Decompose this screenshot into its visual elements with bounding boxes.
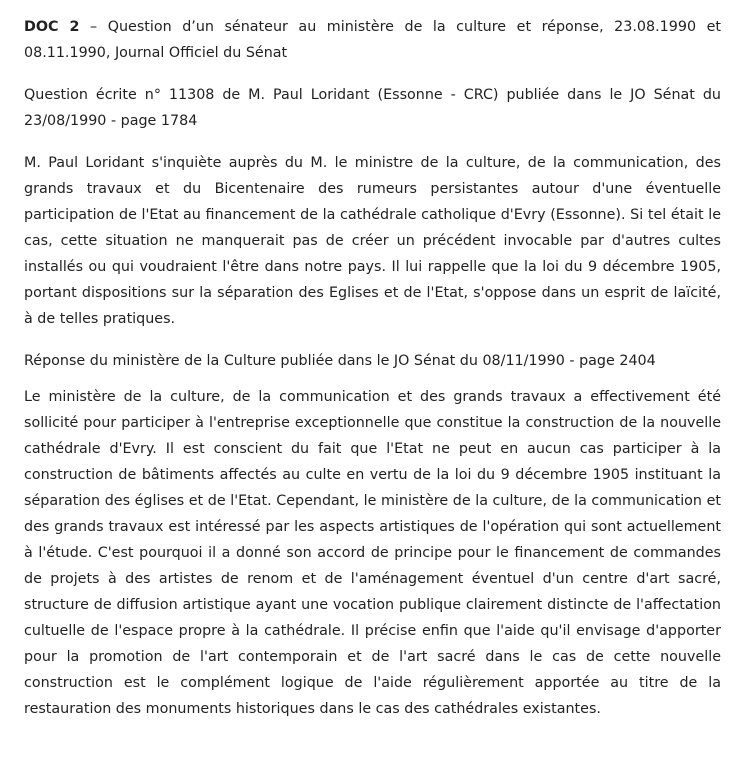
answer-body: Le ministère de la culture, de la communication et des grands travaux a effectivement été sollicité pour participer à l'entreprise exceptionnelle que constitue la construction de la nouvelle cathédrale d'Evry. Il est conscient du fait que l'Etat ne peut en aucun cas participer à la construction de bâtiments affectés au culte en vertu de la loi du 9 décembre 1905 instituant la séparation des églises et de l'Etat. Cependant, le ministère de la culture, de la communication et des grands travaux est intéressé par les aspects artistiques de l'opération qui sont actuellement à l'étude. C'est pourquoi il a donné son accord de principe pour le financement de commandes de projets à des artistes de renom et de l'aménagement éventuel d'un centre d'art sacré, structure de diffusion artistique ayant une vocation publique clairement distincte de l'affectation cultuelle de l'espace propre à la cathédrale. Il précise enfin que l'aide qu'il envisage d'apporter pour la promotion de l'art contemporain et de l'art sacré dans le cas de cette nouvelle construction est le complément logique de l'aide régulièrement apportée au titre de la restauration des monuments historiques dans le cas des cathédrales existantes.	[24, 389, 721, 717]
heading-dash: –	[79, 19, 108, 35]
heading-text: Question d’un sénateur au ministère de la culture et réponse, 23.08.1990 et 08.11.1990, Journal Officiel du Sénat	[24, 19, 721, 61]
doc-heading	[24, 14, 721, 66]
doc-label: DOC 2	[24, 19, 80, 35]
question-reference: Question écrite n° 11308 de M. Paul Loridant (Essonne - CRC) publiée dans le JO Sénat du 23/08/1990 - page 1784	[24, 87, 721, 129]
document	[24, 14, 721, 738]
question-body: M. Paul Loridant s'inquiète auprès du M. le ministre de la culture, de la communication, des grands travaux et du Bicentenaire des rumeurs persistantes autour d'une éventuelle participation de l'Etat au financement de la cathédrale catholique d'Evry (Essonne). Si tel était le cas, cette situation ne manquerait pas de créer un précédent invocable par d'autres cultes installés ou qui voudraient l'être dans notre pays. Il lui rappelle que la loi du 9 décembre 1905, portant dispositions sur la séparation des Eglises et de l'Etat, s'oppose dans un esprit de laïcité, à de telles pratiques.	[24, 155, 721, 327]
answer-reference: Réponse du ministère de la Culture publiée dans le JO Sénat du 08/11/1990 - page 2404	[24, 353, 656, 369]
